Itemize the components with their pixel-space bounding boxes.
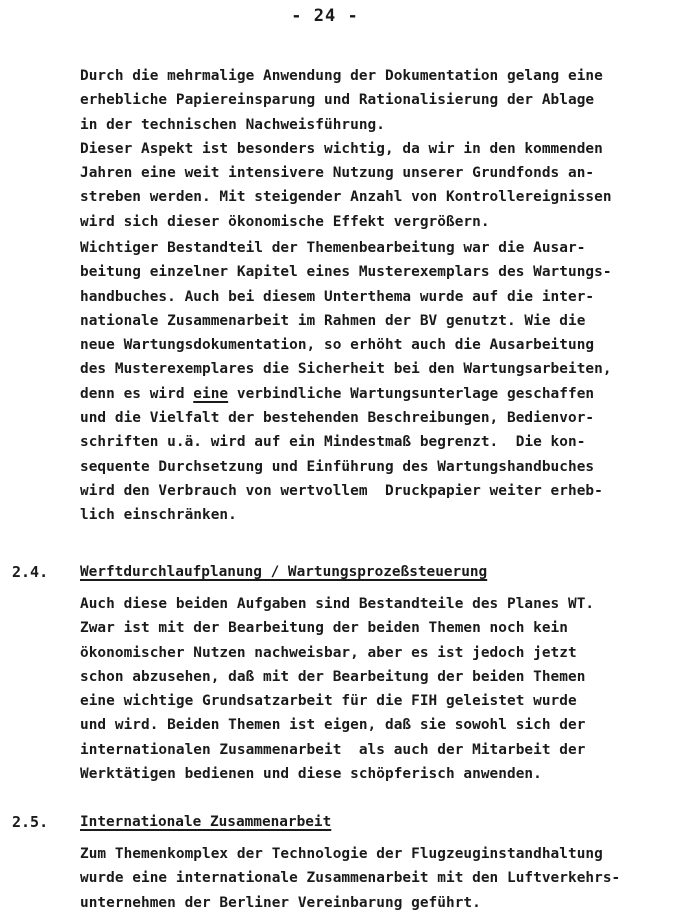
text-line-emphasis [80, 382, 612, 406]
text-line: wird den Verbrauch von wertvollem Druckpapier weiter erheb- [80, 482, 603, 499]
section-number-2-4: 2.4. [12, 563, 49, 581]
paragraph-section-2-4 [80, 592, 594, 786]
section-number-2-5: 2.5. [12, 813, 49, 831]
text-line: schriften u.ä. wird auf ein Mindestmaß begrenzt. Die kon- [80, 434, 586, 451]
text-line: Werktätigen bedienen und diese schöpferisch anwenden. [80, 766, 542, 783]
text-line: Jahren eine weit intensivere Nutzung unserer Grundfonds an- [80, 165, 595, 182]
page-number: - 24 - [291, 6, 359, 26]
text-line: nationale Zusammenarbeit im Rahmen der BV genutzt. Wie die [80, 312, 586, 329]
text-line: sequente Durchsetzung und Einführung des Wartungshandbuches [80, 458, 595, 475]
text-line: in der technischen Nachweisführung. [80, 116, 385, 133]
text-line: handbuches. Auch bei diesem Unterthema wurde auf die inter- [80, 288, 595, 305]
text-line: unternehmen der Berliner Vereinbarung geführt. [80, 894, 481, 911]
text-line: eine wichtige Grundsatzarbeit für die FIH geleistet wurde [80, 693, 577, 710]
text-line: ökonomischer Nutzen nachweisbar, aber es ist jedoch jetzt [80, 644, 577, 661]
section-title-2-4: Werftdurchlaufplanung / Wartungsprozeßsteuerung [80, 564, 488, 580]
text-line: erhebliche Papiereinsparung und Rationalisierung der Ablage [80, 92, 595, 109]
text-line: Durch die mehrmalige Anwendung der Dokumentation gelang eine [80, 68, 603, 84]
text-line: Wichtiger Bestandteil der Themenbearbeitung war die Ausar- [80, 240, 586, 256]
text-line: wird sich dieser ökonomische Effekt vergrößern. [80, 213, 490, 230]
text-fragment: denn es wird [80, 385, 194, 402]
paragraph-documentation [80, 64, 612, 234]
text-line: und wird. Beiden Themen ist eigen, daß sie sowohl sich der [80, 717, 586, 734]
text-line: internationalen Zusammenarbeit als auch der Mitarbeit der [80, 741, 586, 758]
text-line: Zwar ist mit der Bearbeitung der beiden Themen noch kein [80, 620, 568, 637]
text-fragment: verbindliche Wartungsunterlage geschaffen [228, 385, 595, 402]
text-line: Dieser Aspekt ist besonders wichtig, da wir in den kommenden [80, 140, 603, 157]
section-title-2-5: Internationale Zusammenarbeit [80, 814, 332, 830]
text-line: des Musterexemplares die Sicherheit bei den Wartungsarbeiten, [80, 361, 612, 378]
paragraph-section-2-5 [80, 842, 620, 915]
text-line: wurde eine internationale Zusammenarbeit mit den Luftverkehrs- [80, 870, 621, 887]
text-line: Auch diese beiden Aufgaben sind Bestandteile des Planes WT. [80, 596, 595, 612]
text-line: Zum Themenkomplex der Technologie der Flugzeuginstandhaltung [80, 846, 603, 862]
paragraph-maintenance-handbook [80, 236, 612, 528]
underlined-word: eine [193, 385, 229, 402]
text-line: streben werden. Mit steigender Anzahl von Kontrollereignissen [80, 189, 612, 206]
text-line: und die Vielfalt der bestehenden Beschreibungen, Bedienvor- [80, 410, 595, 427]
text-line: schon abzusehen, daß mit der Bearbeitung der beiden Themen [80, 668, 586, 685]
text-line: beitung einzelner Kapitel eines Musterexemplars des Wartungs- [80, 264, 612, 281]
text-line: lich einschränken. [80, 507, 237, 524]
text-line: neue Wartungsdokumentation, so erhöht auch die Ausarbeitung [80, 337, 595, 354]
